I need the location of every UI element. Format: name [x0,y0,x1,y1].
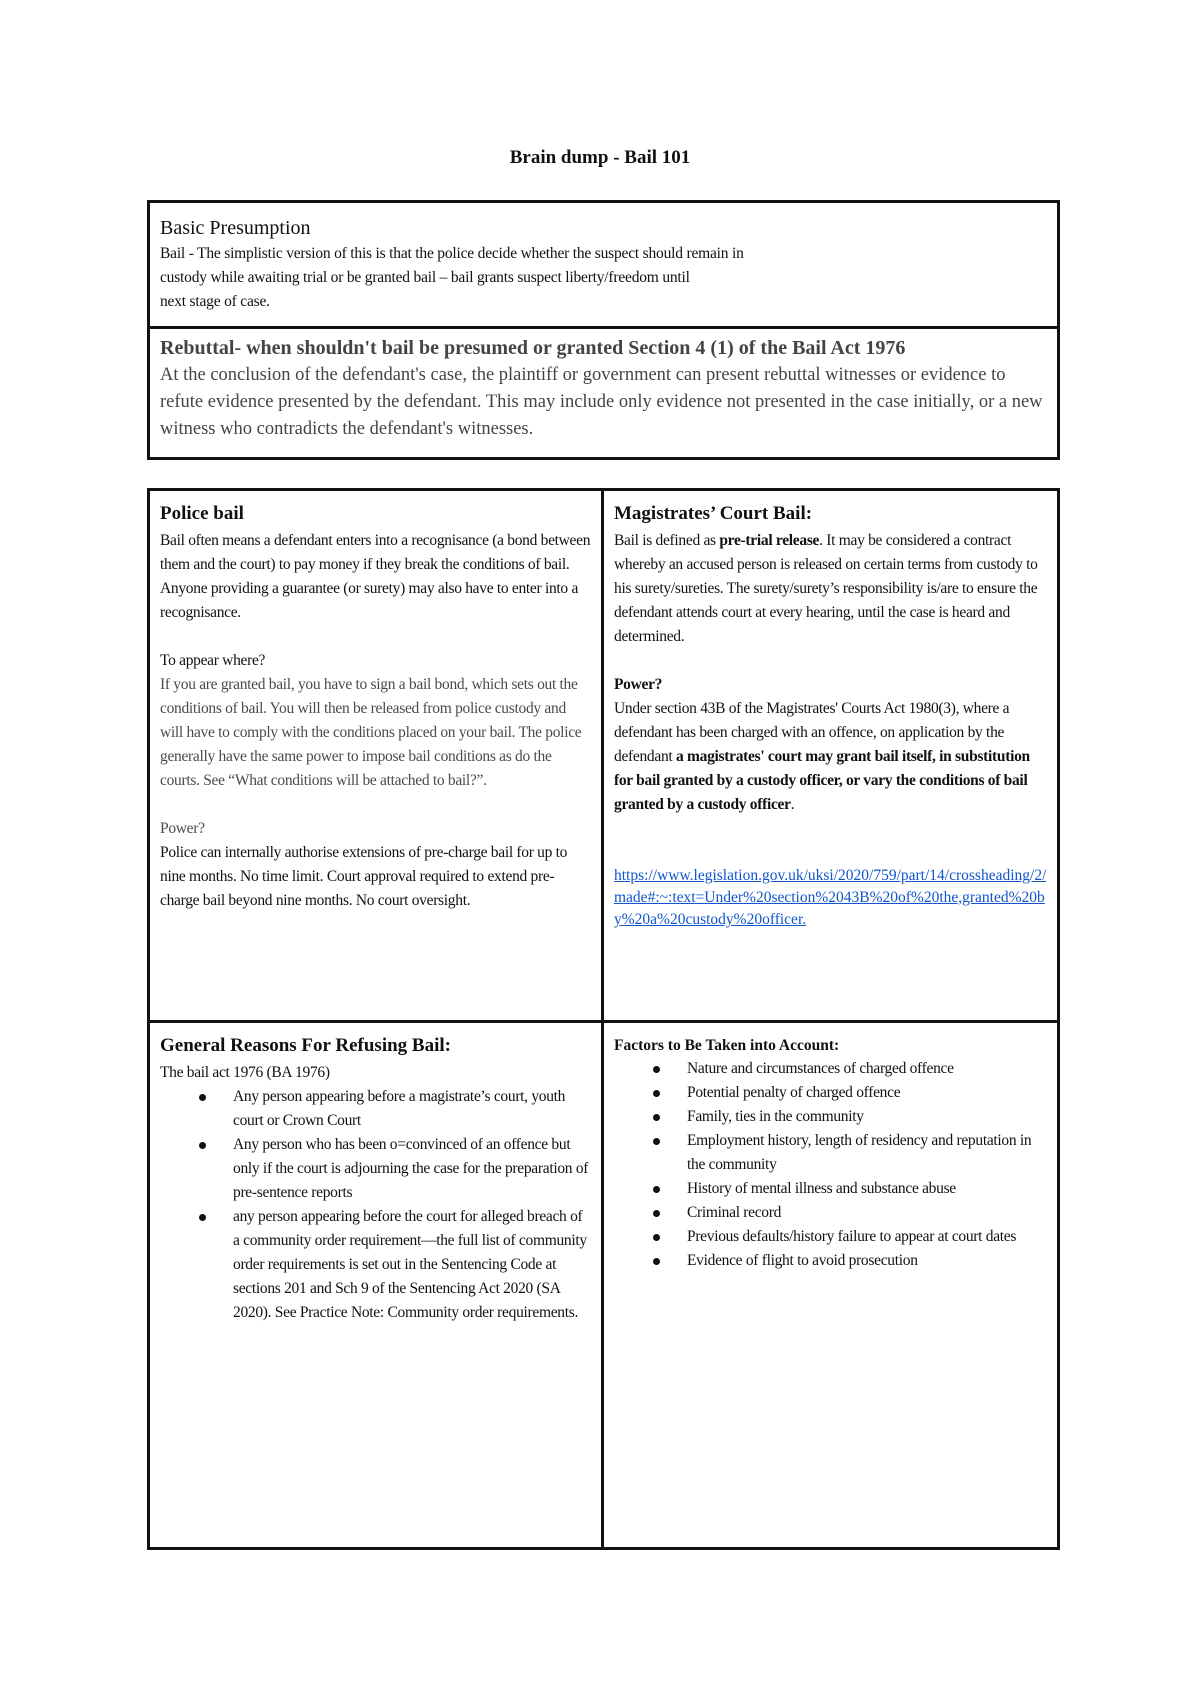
refusing-bail-heading: General Reasons For Refusing Bail: [160,1035,451,1056]
police-bail-cell [150,491,604,1023]
list-item: any person appearing before the court for alleged breach of a community order requirement—the full list of community order requirements is set out in the Sentencing Code at sections 201 and Sch 9 of the Sentencing Act 2020 (SA 2020). See Practice Note: Community order requirements. [233,1205,591,1325]
bail-grid-table [147,488,1060,1550]
basic-presumption-cell [150,203,1057,329]
legislation-link[interactable]: https://www.legislation.gov.uk/uksi/2020/759/part/14/crossheading/2/made#:~:text=Under%20section%2043B%20of%20the,granted%20by%20a%20custody%20officer. [614,867,1047,928]
police-power-question: Power? [160,820,205,837]
factors-cell [604,1023,1057,1547]
list-item: History of mental illness and substance abuse [687,1177,1047,1201]
basic-presumption-heading: Basic Presumption [160,217,311,239]
list-item: Potential penalty of charged offence [687,1081,1047,1105]
refusing-bail-subheading: The bail act 1976 (BA 1976) [160,1064,330,1081]
list-item: Previous defaults/history failure to appear at court dates [687,1225,1047,1249]
refusing-bail-list [160,1085,591,1325]
appear-body: If you are granted bail, you have to sign a bail bond, which sets out the conditions of bail. You will then be released from police custody and will have to comply with the conditions placed on your bail. The police generally have the same power to impose bail conditions as do the courts. See “What conditions will be attached to bail?”. [160,676,582,789]
magistrates-bail-cell [604,491,1057,1023]
rebuttal-cell [150,329,1057,457]
magistrates-power-question: Power? [614,676,663,693]
presumption-line-2: custody while awaiting trial or be granted bail – bail grants suspect liberty/freedom until [160,269,690,286]
police-power-body: Police can internally authorise extensions of pre-charge bail for up to nine months. No time limit. Court approval required to extend pre-charge bail beyond nine months. No court oversight. [160,844,568,909]
police-bail-intro: Bail often means a defendant enters into a recognisance (a bond between them and the court) to pay money if they break the conditions of bail. Anyone providing a guarantee (or surety) may also have to enter into a recognisance. [160,532,591,621]
police-bail-heading: Police bail [160,503,244,524]
magistrates-bail-heading: Magistrates’ Court Bail: [614,503,813,524]
list-item: Employment history, length of residency and reputation in the community [687,1129,1047,1177]
refusing-bail-cell [150,1023,604,1547]
list-item: Family, ties in the community [687,1105,1047,1129]
factors-list [614,1057,1047,1273]
page-title: Brain dump - Bail 101 [509,147,691,168]
presumption-line-1: Bail - The simplistic version of this is that the police decide whether the suspect should remain in [160,245,744,262]
list-item: Any person appearing before a magistrate’s court, youth court or Crown Court [233,1085,591,1133]
factors-heading: Factors to Be Taken into Account: [614,1037,840,1054]
presumption-line-3: next stage of case. [160,293,270,310]
appear-question: To appear where? [160,652,266,669]
presumption-table [147,200,1060,460]
list-item: Any person who has been o=convinced of an offence but only if the court is adjourning the case for the preparation of pre-sentence reports [233,1133,591,1205]
magistrates-power-body: Under section 43B of the Magistrates' Courts Act 1980(3), where a defendant has been charged with an offence, on application by the defendant a magistrates' court may grant bail itself, in substitution for bail granted by a custody officer, or vary the conditions of bail granted by a custody officer. [614,700,1030,813]
list-item: Criminal record [687,1201,1047,1225]
magistrates-definition: Bail is defined as pre-trial release. It may be considered a contract whereby an accused person is released on certain terms from custody to his surety/sureties. The surety/surety’s responsibility is/are to ensure the defendant attends court at every hearing, until the case is heard and determined. [614,532,1038,645]
rebuttal-heading: Rebuttal- when shouldn't bail be presumed or granted Section 4 (1) of the Bail Act 1976 [160,337,906,359]
rebuttal-body: At the conclusion of the defendant's case, the plaintiff or government can present rebuttal witnesses or evidence to refute evidence presented by the defendant. This may include only evidence not presented in the case initially, or a new witness who contradicts the defendant's witnesses. [160,365,1043,439]
list-item: Nature and circumstances of charged offence [687,1057,1047,1081]
list-item: Evidence of flight to avoid prosecution [687,1249,1047,1273]
